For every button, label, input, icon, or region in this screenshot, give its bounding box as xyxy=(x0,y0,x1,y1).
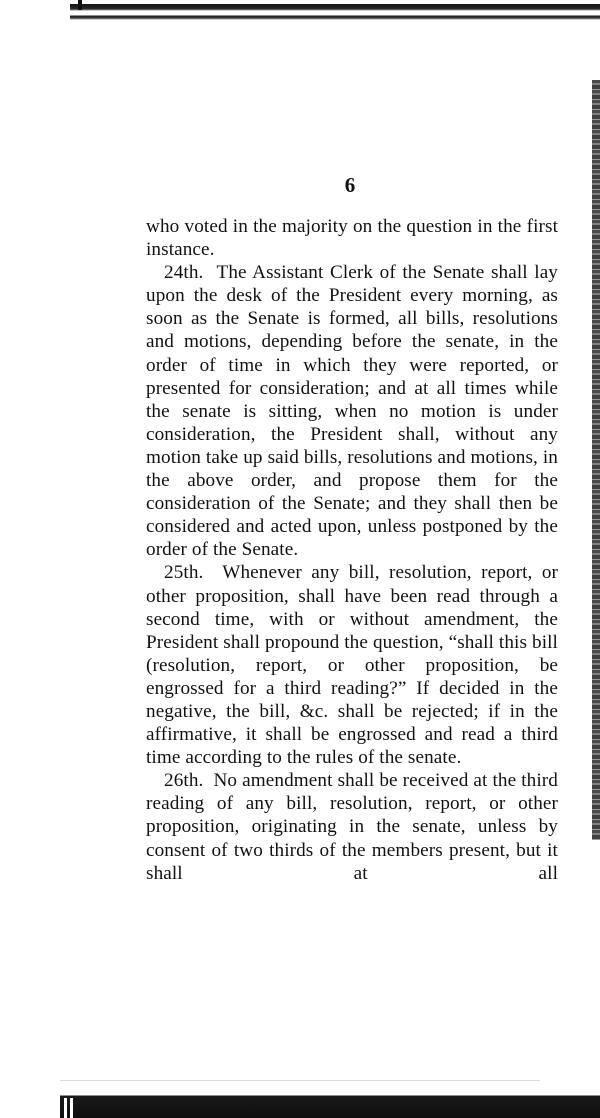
scan-border-bottom xyxy=(60,1092,600,1118)
rule-text: No amendment shall be received at the third reading of any bill, resolution, report, or other proposition, originating in the senate, unless by consent of two thirds of the members present, but it shall at all xyxy=(146,770,558,884)
rule-text: Whenever any bill, resolution, report, or other proposition, shall have been read through a second time, with or without amendment, the President shall propound the question, “shall this bill (resolution, report, or other proposition, be engrossed for a third reading?” If decided in the negative, the bill, &c. shall be rejected; if in the affirmative, it shall be engrossed and read a third time according to the rules of the senate. xyxy=(146,562,558,769)
rule-number: 24th. xyxy=(164,262,204,284)
scan-smudge-line xyxy=(60,1080,540,1081)
rule-number: 25th. xyxy=(164,562,204,584)
rule-paragraph-26 xyxy=(146,769,558,884)
scan-border-top xyxy=(70,0,600,22)
rule-paragraph-24 xyxy=(146,261,558,561)
scan-mark xyxy=(70,1098,73,1118)
page-number: 6 xyxy=(344,173,356,197)
rule-paragraph-25 xyxy=(146,561,558,769)
continuation-paragraph: who voted in the majority on the question in the first instance. xyxy=(146,216,558,261)
page-body xyxy=(146,215,558,885)
scan-mark xyxy=(64,1098,67,1118)
rule-text: The Assistant Clerk of the Senate shall lay upon the desk of the President every morning, as soon as the Senate is formed, all bills, resolutions and motions, depending before the senate, in the order of time in which they were reported, or presented for consideration; and at all times while the senate is sitting, when no motion is under consideration, the President shall, without any motion take up said bills, resolutions and motions, in the above order, and propose them for the consideration of the Senate; and they shall then be considered and acted upon, unless postponed by the order of the Senate. xyxy=(146,262,558,561)
scan-mark xyxy=(78,0,82,10)
rule-number: 26th. xyxy=(164,770,204,792)
